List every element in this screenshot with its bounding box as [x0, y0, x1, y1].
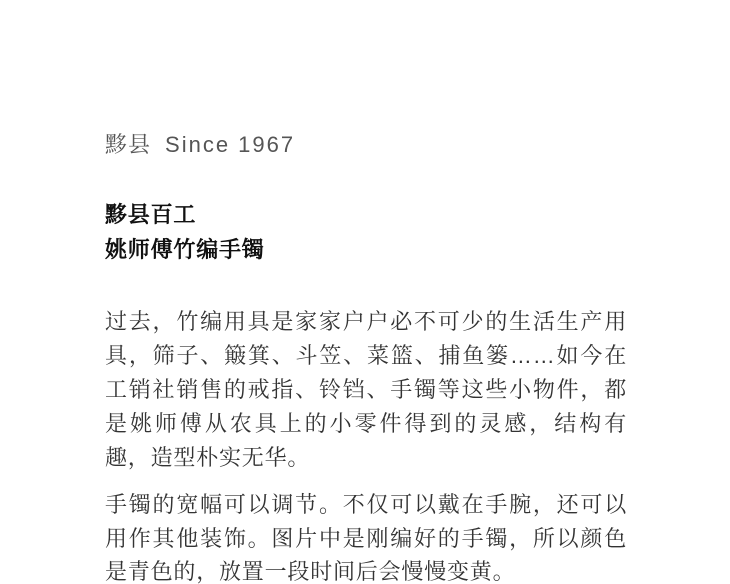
paragraph-line: 趣，造型朴实无华。 [105, 445, 311, 470]
since-year: Since 1967 [165, 132, 296, 157]
paragraph-line: 用作其他装饰。图片中是刚编好的手镯，所以颜色 [105, 526, 627, 551]
paragraph-line: 是青色的，放置一段时间后会慢慢变黄。 [105, 559, 516, 584]
origin-tagline [105, 130, 295, 160]
paragraph-line: 具，筛子、簸箕、斗笠、菜篮、捕鱼篓……如今在 [105, 343, 627, 368]
paragraph-line: 过去，竹编用具是家家户户必不可少的生活生产用 [105, 309, 627, 334]
title-line-product: 姚师傅竹编手镯 [105, 237, 265, 262]
article-paragraph-history [105, 305, 627, 475]
paragraph-line: 工销社销售的戒指、铃铛、手镯等这些小物件，都 [105, 377, 627, 402]
paragraph-line: 手镯的宽幅可以调节。不仅可以戴在手腕，还可以 [105, 492, 627, 517]
paragraph-line: 是姚师傅从农具上的小零件得到的灵感，结构有 [105, 411, 627, 436]
title-line-series: 黟县百工 [105, 202, 197, 227]
article-paragraph-bracelet [105, 488, 627, 584]
article-title [105, 197, 425, 267]
origin-place: 黟县 [105, 132, 152, 157]
